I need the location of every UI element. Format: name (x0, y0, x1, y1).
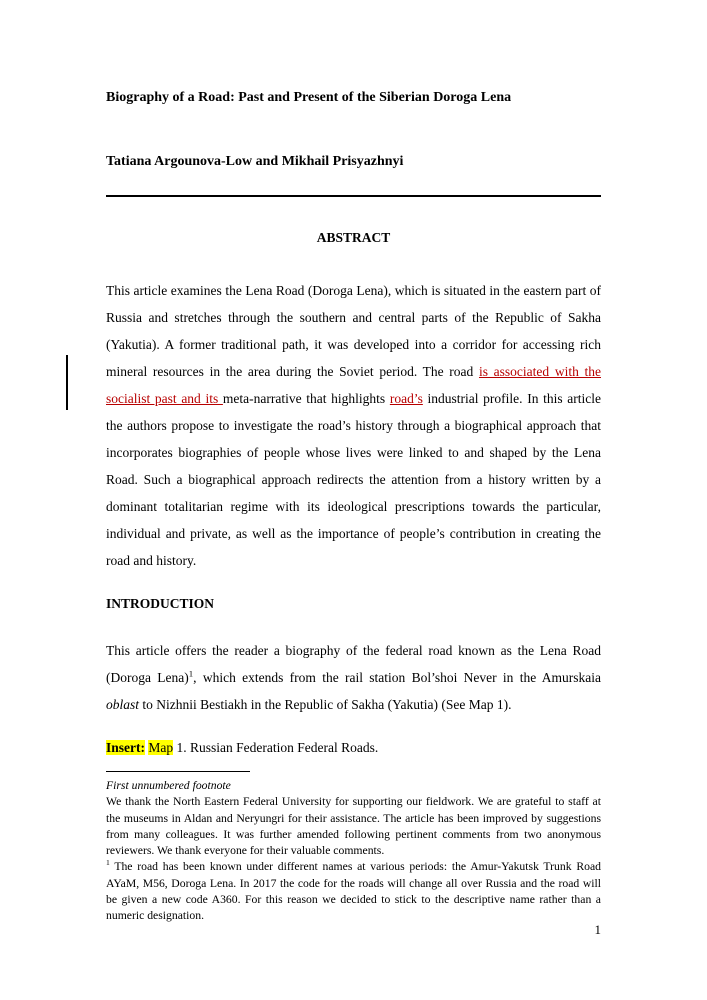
footnote-label: First unnumbered footnote (106, 779, 231, 792)
page-number: 1 (594, 922, 601, 937)
footnote-separator (106, 771, 250, 772)
footnote-acknowledgement: We thank the North Eastern Federal University for supporting our fieldwork. We are grateful to staff at the museums in Aldan and Neryungri for their assistance. The article has been improved by suggestions from many colleagues. It was further amended following pertinent comments from two anonymous reviewers. We thank everyone for their valuable comments. (106, 795, 601, 858)
footnote-area (106, 778, 601, 925)
highlighted-map-word: Map (148, 740, 174, 755)
abstract-text: meta-narrative that highlights (222, 391, 390, 406)
insert-note-text: 1. Russian Federation Federal Roads. (173, 740, 379, 755)
introduction-paragraph (106, 637, 601, 718)
abstract-text: industrial profile. In this article the authors propose to investigate the road’s history through a biographical approach that incorporates biographies of people whose lives were linked to and shaped by the Lena Road. Such a biographical approach redirects the attention from a history written by a dominant totalitarian regime with its ideological prescriptions towards the particular, individual and private, as well as the importance of people’s contribution in creating the road and history. (106, 391, 602, 568)
introduction-text: to Nizhnii Bestiakh in the Republic of Sakha (Yakutia) (See Map 1). (139, 697, 512, 712)
tracked-change-bar (66, 355, 68, 410)
title-rule (106, 195, 601, 197)
page-content (106, 0, 601, 925)
tracked-insertion: road’s (389, 391, 423, 406)
footnote-1 (106, 859, 601, 924)
abstract-heading: ABSTRACT (316, 230, 391, 245)
introduction-text: This article offers the reader a biography of the federal road known as the Lena Road (Doroga Lena) (106, 643, 601, 685)
introduction-heading: INTRODUCTION (106, 596, 215, 611)
document-title: Biography of a Road: Past and Present of the Siberian Doroga Lena (106, 90, 512, 105)
footnote-reference: 1 (188, 668, 194, 679)
tracked-insertion: is associated with the socialist past and its (106, 364, 601, 406)
footnote-1-text: The road has been known under different names at various periods: the Amur-Yakutsk Trunk Road AYaM, M56, Doroga Lena. In 2017 the code for the roads will change all over Russia and the road will be given a new code A360. For this reason we decided to stick to the descriptive name rather than a numeric designation. (106, 860, 601, 923)
italic-term: oblast (106, 697, 140, 712)
introduction-text: , which extends from the rail station Bol’shoi Never in the Amurskaia (193, 670, 601, 685)
footnote-marker: 1 (106, 858, 110, 868)
highlighted-insert-label: Insert: (106, 740, 145, 755)
abstract-paragraph (106, 277, 601, 574)
authors-line: Tatiana Argounova-Low and Mikhail Prisyazhnyi (106, 154, 404, 169)
insert-note (106, 739, 601, 756)
abstract-text: This article examines the Lena Road (Doroga Lena), which is situated in the eastern part of Russia and stretches through the southern and central parts of the Republic of Sakha (Yakutia). A former traditional path, it was developed into a corridor for accessing rich mineral resources in the area during the Soviet period. The road (106, 283, 601, 379)
